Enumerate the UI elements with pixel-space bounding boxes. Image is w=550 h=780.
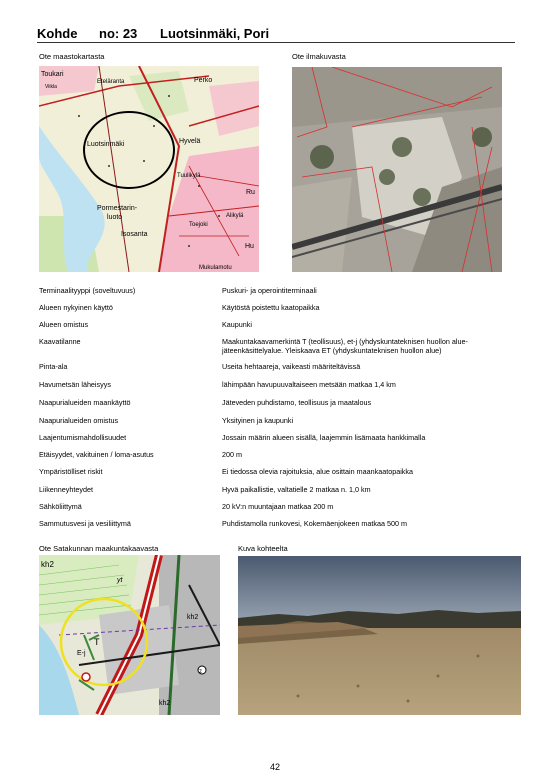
info-key: Liikenneyhteydet	[39, 485, 93, 494]
svg-text:E-j: E-j	[77, 650, 86, 657]
info-key: Naapurialueiden maankäyttö	[39, 398, 131, 407]
svg-text:Hyvelä: Hyvelä	[179, 138, 201, 145]
header-site-name: Luotsinmäki, Pori	[160, 26, 270, 41]
info-key: Sähköliittymä	[39, 502, 82, 511]
info-value: 20 kV:n muuntajaan matkaa 200 m	[222, 502, 334, 511]
info-key: Alueen nykyinen käyttö	[39, 303, 113, 312]
caption-regional-plan: Ote Satakunnan maakuntakaavasta	[39, 544, 159, 553]
info-value: 200 m	[222, 450, 242, 459]
svg-text:Luotsinmäki: Luotsinmäki	[87, 141, 125, 148]
caption-aerial: Ote ilmakuvasta	[292, 52, 346, 61]
caption-site-photo: Kuva kohteelta	[238, 544, 288, 553]
terrain-map-image	[39, 66, 259, 272]
info-value: Jossain määrin alueen sisällä, laajemmin lisämaata hankkimalla	[222, 433, 426, 442]
caption-terrain-map: Ote maastokartasta	[39, 52, 105, 61]
site-photo-image	[238, 556, 521, 715]
info-value: Kaupunki	[222, 320, 252, 329]
svg-text:luoto: luoto	[107, 214, 123, 221]
svg-text:T: T	[94, 637, 100, 647]
info-key: Ympäristölliset riskit	[39, 467, 103, 476]
info-key: Havumetsän läheisyys	[39, 380, 111, 389]
svg-text:Toejoki: Toejoki	[189, 222, 208, 228]
info-value: Hyvä paikallistie, valtatielle 2 matkaa n. 1,0 km	[222, 485, 371, 494]
svg-text:z: z	[199, 669, 202, 675]
info-key: Pinta-ala	[39, 362, 68, 371]
info-key: Naapurialueiden omistus	[39, 416, 119, 425]
svg-text:Perko: Perko	[194, 77, 213, 84]
aerial-photo-image	[292, 67, 502, 272]
info-value: Puskuri- ja operointiterminaali	[222, 286, 317, 295]
svg-text:Pormestarin-: Pormestarin-	[97, 205, 138, 212]
info-key: Kaavatilanne	[39, 337, 81, 346]
svg-text:Alikylä: Alikylä	[226, 213, 244, 219]
svg-text:Eteläranta: Eteläranta	[97, 79, 125, 85]
header-number: no: 23	[99, 26, 138, 41]
info-value: Käytöstä poistettu kaatopaikka	[222, 303, 320, 312]
info-value: lähimpään havupuuvaltaiseen metsään matkaa 1,4 km	[222, 380, 396, 389]
info-key: Laajentumismahdollisuudet	[39, 433, 127, 442]
header-kohde: Kohde	[37, 26, 78, 41]
svg-text:Viikla: Viikla	[45, 84, 57, 90]
info-key: Sammutusvesi ja vesiliittymä	[39, 519, 131, 528]
info-value: Ei tiedossa olevia rajoituksia, alue osittain maankaatopaikka	[222, 467, 413, 476]
info-value: Puhdistamolla runkovesi, Kokemäenjokeen matkaa 500 m	[222, 519, 407, 528]
svg-text:Mukulamotu: Mukulamotu	[199, 265, 232, 271]
svg-text:Isosanta: Isosanta	[121, 231, 148, 238]
info-value: Jäteveden puhdistamo, teollisuus ja maatalous	[222, 398, 372, 407]
info-key: Terminaalityyppi (soveltuvuus)	[39, 286, 136, 295]
svg-text:kh2: kh2	[41, 560, 54, 569]
info-value: Yksityinen ja kaupunki	[222, 416, 294, 425]
page-number: 42	[269, 762, 280, 772]
svg-text:kh2: kh2	[159, 700, 171, 707]
svg-text:Tuulikylä: Tuulikylä	[177, 173, 201, 179]
svg-text:Ru: Ru	[246, 189, 255, 196]
regional-plan-image	[39, 555, 220, 715]
svg-text:yt: yt	[117, 577, 123, 584]
info-key: Etäisyydet, vakituinen / loma-asutus	[39, 450, 154, 459]
svg-text:Toukari: Toukari	[41, 71, 64, 78]
info-key: Alueen omistus	[39, 320, 89, 329]
page-header	[37, 24, 515, 43]
svg-text:Hu: Hu	[245, 243, 254, 250]
svg-text:kh2: kh2	[187, 614, 199, 621]
info-value: Maakuntakaavamerkintä T (teollisuus), et-j (yhdyskuntateknisen huollon alue-jäteenkäsittelyalue. Yleiskaava ET (yhdyskuntateknisen huollon alue)	[222, 337, 468, 355]
info-value: Useita hehtaareja, vaikeasti määriteltävissä	[222, 362, 361, 371]
